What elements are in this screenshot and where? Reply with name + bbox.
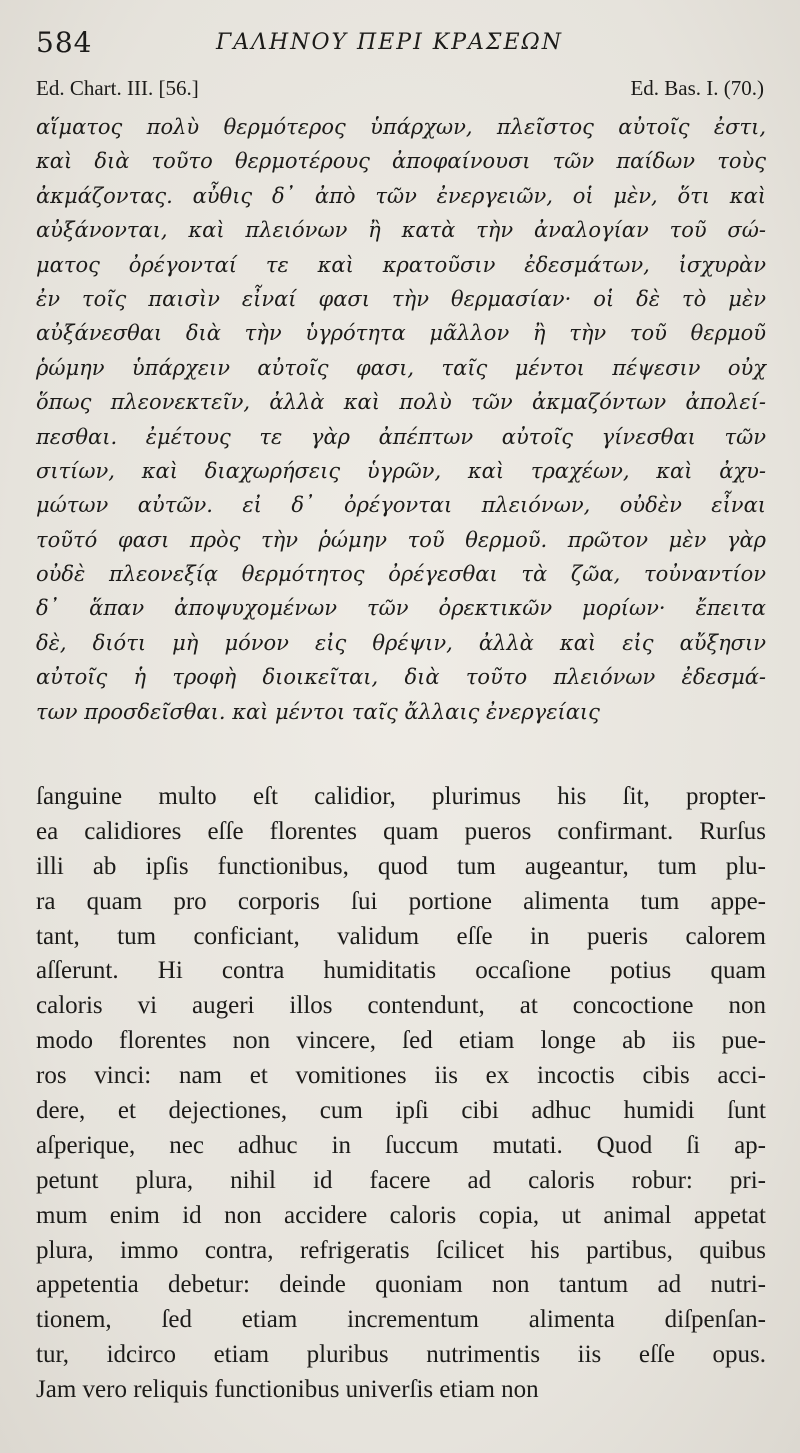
latin-text-line: ra quam pro corporis ſui portione alimenta tum appe- [36, 887, 766, 915]
greek-text-line: ἀκμάζοντας. αὖθις δ᾽ ἀπὸ τῶν ἐνεργειῶν, οἱ μὲν, ὅτι καὶ [36, 183, 766, 208]
latin-text-line: Jam vero reliquis functionibus univerſis etiam non [36, 1376, 539, 1404]
greek-text-line: καὶ διὰ τοῦτο θερμοτέρους ἀποφαίνουσι τῶν παίδων τοὺς [36, 149, 766, 174]
greek-text-line: μώτων αὐτῶν. εἰ δ᾽ ὀρέγονται πλειόνων, οὐδὲν εἶναι [36, 493, 766, 518]
latin-text-line: petunt plura, nihil id facere ad caloris robur: pri- [36, 1166, 766, 1194]
page-number: 584 [36, 26, 93, 59]
greek-text-line: ματος ὀρέγονταί τε καὶ κρατοῦσιν ἐδεσμάτων, ἰσχυρὰν [36, 252, 766, 277]
latin-text-line: tant, tum conficiant, validum eſſe in pueris calorem [36, 922, 766, 950]
greek-text-line: ῥώμην ὑπάρχειν αὐτοῖς φασι, ταῖς μέντοι πέψεσιν οὐχ [36, 355, 766, 380]
latin-text-line: appetentia debetur: deinde quoniam non tantum ad nutri- [36, 1271, 766, 1299]
latin-text-line: illi ab ipſis functionibus, quod tum augeantur, tum plu- [36, 852, 766, 880]
edition-references [36, 76, 764, 106]
latin-text-line: caloris vi augeri illos contendunt, at concoctione non [36, 992, 766, 1020]
latin-text-line: ros vinci: nam et vomitiones iis ex incoctis cibis acci- [36, 1062, 766, 1090]
latin-text-line: plura, immo contra, refrigeratis ſcilicet his partibus, quibus [36, 1236, 766, 1264]
greek-text-line: ἐν τοῖς παισὶν εἶναί φασι τὴν θερμασίαν· οἱ δὲ τὸ μὲν [36, 286, 766, 311]
greek-text-line: αὐτοῖς ἡ τροφὴ διοικεῖται, διὰ τοῦτο πλειόνων ἐδεσμά- [36, 665, 766, 690]
greek-text-line: των προσδεῖσθαι. καὶ μέντοι ταῖς ἄλλαις ἐνεργείαις [36, 699, 600, 724]
latin-text-block [36, 780, 766, 1408]
greek-text-line: σιτίων, καὶ διαχωρήσεις ὑγρῶν, καὶ τραχέων, καὶ ἀχυ- [36, 458, 766, 483]
greek-text-line: αὐξάνονται, καὶ πλειόνων ἢ κατὰ τὴν ἀναλογίαν τοῦ σώ- [36, 218, 766, 243]
latin-text-line: modo florentes non vincere, ſed etiam longe ab iis pue- [36, 1027, 766, 1055]
latin-text-line: tionem, ſed etiam incrementum alimenta diſpenſan- [36, 1306, 766, 1334]
greek-text-line: τοῦτό φασι πρὸς τὴν ῥώμην τοῦ θερμοῦ. πρῶτον μὲν γὰρ [36, 527, 766, 552]
greek-text-line: ὅπως πλεονεκτεῖν, ἀλλὰ καὶ πολὺ τῶν ἀκμαζόντων ἀπολεί- [36, 390, 766, 415]
greek-text-line: αὐξάνεσθαι διὰ τὴν ὑγρότητα μᾶλλον ἢ τὴν τοῦ θερμοῦ [36, 321, 766, 346]
greek-text-line: αἵματος πολὺ θερμότερος ὑπάρχων, πλεῖστος αὐτοῖς ἐστι, [36, 115, 766, 139]
latin-text-line: ſanguine multo eſt calidior, plurimus his ſit, propter- [36, 783, 766, 810]
latin-text-line: mum enim id non accidere caloris copia, ut animal appetat [36, 1201, 766, 1229]
latin-text-line: dere, et dejectiones, cum ipſi cibi adhuc humidi ſunt [36, 1097, 766, 1125]
greek-text-line: δὲ, διότι μὴ μόνον εἰς θρέψιν, ἀλλὰ καὶ εἰς αὔξησιν [36, 630, 766, 655]
greek-text-line: οὐδὲ πλεονεξίᾳ θερμότητος ὀρέγεσθαι τὰ ζῶα, τοὐναντίον [36, 562, 766, 587]
edition-reference-basel: Ed. Bas. I. (70.) [630, 76, 764, 100]
running-title: ΓΑΛΗΝΟΥ ΠΕΡΙ ΚΡΑΣΕΩΝ [216, 30, 563, 55]
greek-text-line: δ᾽ ἅπαν ἀποψυχομένων τῶν ὀρεκτικῶν μορίων· ἔπειτα [36, 596, 766, 621]
latin-text-line: ea calidiores eſſe florentes quam pueros confirmant. Rurſus [36, 817, 766, 845]
latin-text-line: aſſerunt. Hi contra humiditatis occaſione potius quam [36, 957, 766, 985]
page-header [36, 26, 764, 66]
greek-text-line: πεσθαι. ἐμέτους τε γὰρ ἀπέπτων αὐτοῖς γίνεσθαι τῶν [36, 424, 766, 449]
greek-text-block [36, 110, 766, 729]
latin-text-line: tur, idcirco etiam pluribus nutrimentis iis eſſe opus. [36, 1341, 766, 1369]
latin-text-line: aſperique, nec adhuc in ſuccum mutati. Quod ſi ap- [36, 1131, 766, 1159]
edition-reference-chartier: Ed. Chart. III. [56.] [36, 76, 199, 100]
